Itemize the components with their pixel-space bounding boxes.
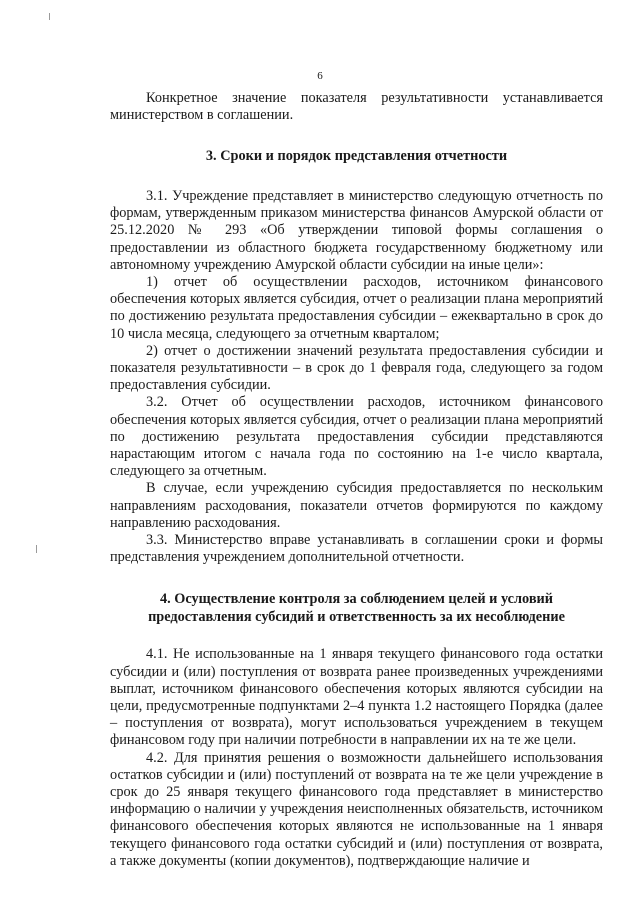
section-3-heading: 3. Сроки и порядок представления отчетности (205, 148, 508, 165)
scan-mark-top (49, 13, 50, 20)
paragraph-3-1-item-2: 2) отчет о достижении значений результата предоставления субсидии и показателя результативности – в срок до 1 февраля года, следующего за годом предоставления субсидии. (110, 342, 603, 394)
page-number: 6 (317, 70, 323, 82)
intro-paragraph: Конкретное значение показателя результативности устанавливается министерством в соглашении. (110, 90, 603, 124)
section-4-heading (110, 591, 603, 626)
paragraph-4-1: 4.1. Не использованные на 1 января текущего финансового года остатки субсидии и (или) поступления от возврата ранее произведенных учреждениями выплат, источником финансового обеспечения которых являются субсидии на цели, предусмотренные подпунктами 2–4 пункта 1.2 настоящего Порядка (далее – поступления от возврата), могут использоваться учреждением в текущем финансовом году при наличии потребности в направлении их на те же цели. (110, 646, 603, 749)
paragraph-3-2: 3.2. Отчет об осуществлении расходов, источником финансового обеспечения которых является субсидия, отчет о реализации плана мероприятий по достижению результата предоставления субсидии представляются нарастающим итогом с начала года по состоянию на 1-е число квартала, следующего за отчетным. (110, 394, 603, 480)
paragraph-3-1-item-1: 1) отчет об осуществлении расходов, источником финансового обеспечения которых является субсидия, отчет о реализации плана мероприятий по достижению результата предоставления субсидии – ежеквартально в срок до 10 числа месяца, следующего за отчетным кварталом; (110, 273, 603, 342)
paragraph-3-2-note: В случае, если учреждению субсидия предоставляется по нескольким направлениям расходования, показатели отчетов формируются по каждому направлению расходования. (110, 480, 603, 531)
section-4-heading-line-1: 4. Осуществление контроля за соблюдением целей и условий (159, 591, 554, 608)
paragraph-3-1: 3.1. Учреждение представляет в министерство следующую отчетность по формам, утвержденным приказом министерства финансов Амурской области от 25.12.2020 № 293 «Об утверждении типовой формы соглашения о предоставлении из областного бюджета государственному бюджетному или автономному учреждению Амурской области субсидии на иные цели»: (110, 187, 603, 273)
document-body (110, 90, 603, 870)
section-4-heading-line-2: предоставления субсидий и ответственность за их несоблюдение (148, 608, 565, 625)
paragraph-3-3: 3.3. Министерство вправе устанавливать в соглашении сроки и формы представления учреждением дополнительной отчетности. (110, 531, 603, 566)
scan-mark-middle (36, 545, 37, 553)
paragraph-4-2: 4.2. Для принятия решения о возможности дальнейшего использования остатков субсидии и (или) поступлений от возврата на те же цели учреждение в срок до 25 января текущего финансового года представляет в министерство информацию о наличии у учреждения неисполненных обязательств, источником финансового обеспечения которых являются не использованные на 1 января текущего финансового года остатки субсидий и (или) поступления от возврата, а также документы (копии документов), подтверждающие наличие и (110, 749, 603, 869)
